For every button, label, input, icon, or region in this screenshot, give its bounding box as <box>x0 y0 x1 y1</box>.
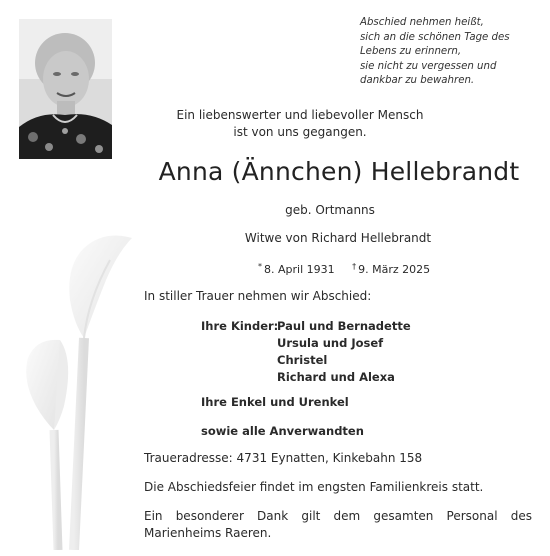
child-name: Paul und Bernadette <box>277 319 411 333</box>
relatives: sowie alle Anverwandten <box>201 424 364 438</box>
child-name: Christel <box>277 353 328 367</box>
intro-line-1: Ein liebenswerter und liebevoller Mensch <box>176 108 424 122</box>
thanks-note: Ein besonderer Dank gilt dem gesamten Personal des Marienheims Raeren. <box>144 509 532 540</box>
list-item <box>201 369 411 386</box>
list-item <box>201 335 411 352</box>
birth-date-group <box>258 262 335 276</box>
child-name: Ursula und Josef <box>277 336 384 350</box>
mourning-intro: In stiller Trauer nehmen wir Abschied: <box>144 289 372 303</box>
quote-line: dankbar zu bewahren. <box>360 75 475 87</box>
death-date: 9. März 2025 <box>358 263 431 276</box>
birth-date: 8. April 1931 <box>264 263 335 276</box>
child-name: Richard und Alexa <box>277 370 395 384</box>
quote-line: sie nicht zu vergessen und <box>360 60 497 72</box>
farewell-quote <box>360 16 532 89</box>
children-label: Ihre Kinder: <box>201 319 279 333</box>
list-item <box>201 318 411 335</box>
grandchildren: Ihre Enkel und Urenkel <box>201 395 349 409</box>
quote-line: Abschied nehmen heißt, <box>360 17 484 28</box>
birth-name: geb. Ortmanns <box>285 203 375 217</box>
death-symbol: † <box>352 262 357 271</box>
deceased-name: Anna (Ännchen) Hellebrandt <box>158 157 520 186</box>
birth-symbol: * <box>258 262 262 271</box>
mourning-address: Traueradresse: 4731 Eynatten, Kinkebahn 158 <box>144 451 423 465</box>
lily-flower-image <box>14 220 142 550</box>
quote-line: sich an die schönen Tage des <box>360 31 510 43</box>
portrait-illustration <box>19 19 112 159</box>
ceremony-note: Die Abschiedsfeier findet im engsten Familienkreis statt. <box>144 480 484 494</box>
quote-line: Lebens zu erinnern, <box>360 46 462 58</box>
portrait-photo <box>19 19 112 159</box>
list-item <box>201 352 411 369</box>
intro-line-2: ist von uns gegangen. <box>233 125 367 139</box>
intro-text <box>170 107 430 141</box>
children-list <box>201 318 411 386</box>
life-dates <box>258 262 430 276</box>
widow-of: Witwe von Richard Hellebrandt <box>244 231 432 245</box>
death-date-group <box>352 262 430 276</box>
lily-illustration <box>14 220 142 550</box>
